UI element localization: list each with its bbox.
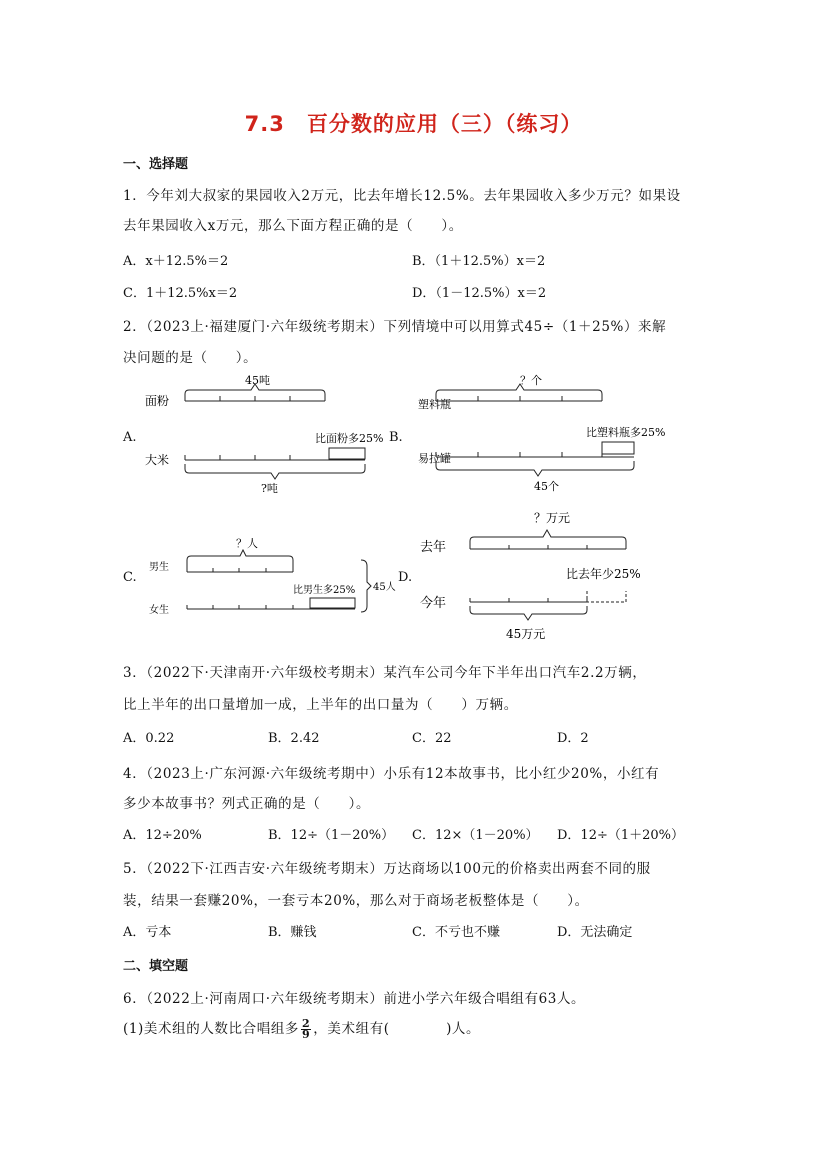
- diagram-a-top-label: 45吨: [245, 374, 270, 387]
- question-5-line-1: 5．（2022下·江西吉安·六年级统考期末）万达商场以100元的价格卖出两套不同的服: [123, 861, 651, 877]
- question-1-line-1: 1．今年刘大叔家的果园收入2万元，比去年增长12.5%。去年果园收入多少万元？如果设: [123, 188, 681, 204]
- question-3-line-1: 3．（2022下·天津南开·六年级校考期末）某汽车公司今年下半年出口汽车2.2万辆，: [123, 665, 647, 681]
- q5-option-b: B．赚钱: [268, 925, 317, 940]
- diagram-c-side-label: 45人: [373, 582, 396, 593]
- q5-option-a: A．亏本: [123, 925, 172, 940]
- q1-option-c: C．1＋12.5%x＝2: [123, 286, 238, 301]
- q5-option-c: C．不亏也不赚: [412, 925, 500, 940]
- q1-option-a: A．x＋12.5%＝2: [123, 254, 229, 269]
- section-heading-choice: 一、选择题: [123, 157, 189, 172]
- fraction-denominator: 9: [302, 1028, 311, 1041]
- question-3-line-2: 比上半年的出口量增加一成，上半年的出口量为（ ）万辆。: [123, 697, 518, 713]
- diagram-d-row2: 今年: [420, 596, 447, 611]
- q1-option-b: B．（1＋12.5%）x＝2: [412, 254, 546, 269]
- q6-sub1-suffix: ，美术组有( )人。: [313, 1021, 481, 1037]
- question-4-line-1: 4．（2023上·广东河源·六年级统考期中）小乐有12本故事书，比小红少20%，小红有: [123, 766, 660, 782]
- diagram-c-row2: 女生: [149, 605, 169, 616]
- diagram-b: [412, 368, 682, 503]
- diagram-d: [412, 505, 682, 645]
- q6-sub1-prefix: (1)美术组的人数比合唱组多: [123, 1021, 300, 1037]
- q2-option-d: D.: [398, 570, 413, 585]
- q2-option-c: C.: [123, 570, 137, 585]
- diagram-b-bottom-label: 45个: [534, 480, 559, 493]
- diagram-c: [123, 530, 408, 630]
- question-6-line-1: 6．（2022上·河南周口·六年级统考期末）前进小学六年级合唱组有63人。: [123, 991, 586, 1007]
- q4-option-d: D．12÷（1＋20%）: [557, 828, 685, 843]
- question-2-line-1: 2．（2023上·福建厦门·六年级统考期末）下列情境中可以用算式45÷（1＋25%）来解: [123, 319, 667, 335]
- diagram-c-extra: 比男生多25%: [293, 585, 356, 596]
- diagram-d-top-label: ？万元: [534, 511, 571, 525]
- diagram-c-row1: 男生: [149, 562, 169, 573]
- section-heading-fill: 二、填空题: [123, 959, 189, 974]
- q2-option-a: A.: [123, 430, 137, 445]
- question-4-line-2: 多少本故事书？列式正确的是（ ）。: [123, 796, 371, 812]
- q2-option-b: B.: [389, 430, 403, 445]
- diagram-d-extra: 比去年少25%: [566, 567, 641, 581]
- diagram-a-row1: 面粉: [145, 394, 170, 408]
- q3-option-d: D．2: [557, 731, 589, 746]
- q5-option-d: D．无法确定: [557, 925, 633, 940]
- question-5-line-2: 装，结果一套赚20%，一套亏本20%，那么对于商场老板整体是（ ）。: [123, 893, 589, 909]
- question-6-sub-1: [123, 1017, 480, 1041]
- diagram-b-extra: 比塑料瓶多25%: [586, 426, 666, 439]
- q3-option-b: B．2.42: [268, 731, 320, 746]
- diagram-a-row2: 大米: [145, 453, 170, 467]
- fraction-numerator: 2: [302, 1017, 311, 1030]
- diagram-b-row2: 易拉罐: [418, 452, 451, 465]
- diagram-d-bottom-label: 45万元: [506, 627, 546, 641]
- question-2-line-2: 决问题的是（ ）。: [123, 350, 258, 366]
- q4-option-c: C．12×（1－20%）: [412, 828, 539, 843]
- diagram-a-extra: 比面粉多25%: [315, 432, 383, 445]
- q3-option-c: C．22: [412, 731, 452, 746]
- diagram-a: [123, 368, 383, 503]
- diagram-a-bottom-label: ?吨: [261, 482, 278, 495]
- page-title: 7.3 百分数的应用（三）（练习）: [244, 112, 583, 136]
- diagram-b-top-label: ？个: [520, 374, 542, 387]
- diagram-d-row1: 去年: [420, 540, 447, 555]
- q4-option-b: B．12÷（1－20%）: [268, 828, 395, 843]
- diagram-c-top-label: ？人: [236, 537, 258, 550]
- question-1-line-2: 去年果园收入x万元，那么下面方程正确的是（ ）。: [123, 218, 463, 234]
- diagram-b-row1: 塑料瓶: [418, 398, 451, 411]
- fraction: [301, 1019, 311, 1040]
- q3-option-a: A．0.22: [123, 731, 175, 746]
- q1-option-d: D．（1－12.5%）x＝2: [412, 286, 547, 301]
- q4-option-a: A．12÷20%: [123, 828, 202, 843]
